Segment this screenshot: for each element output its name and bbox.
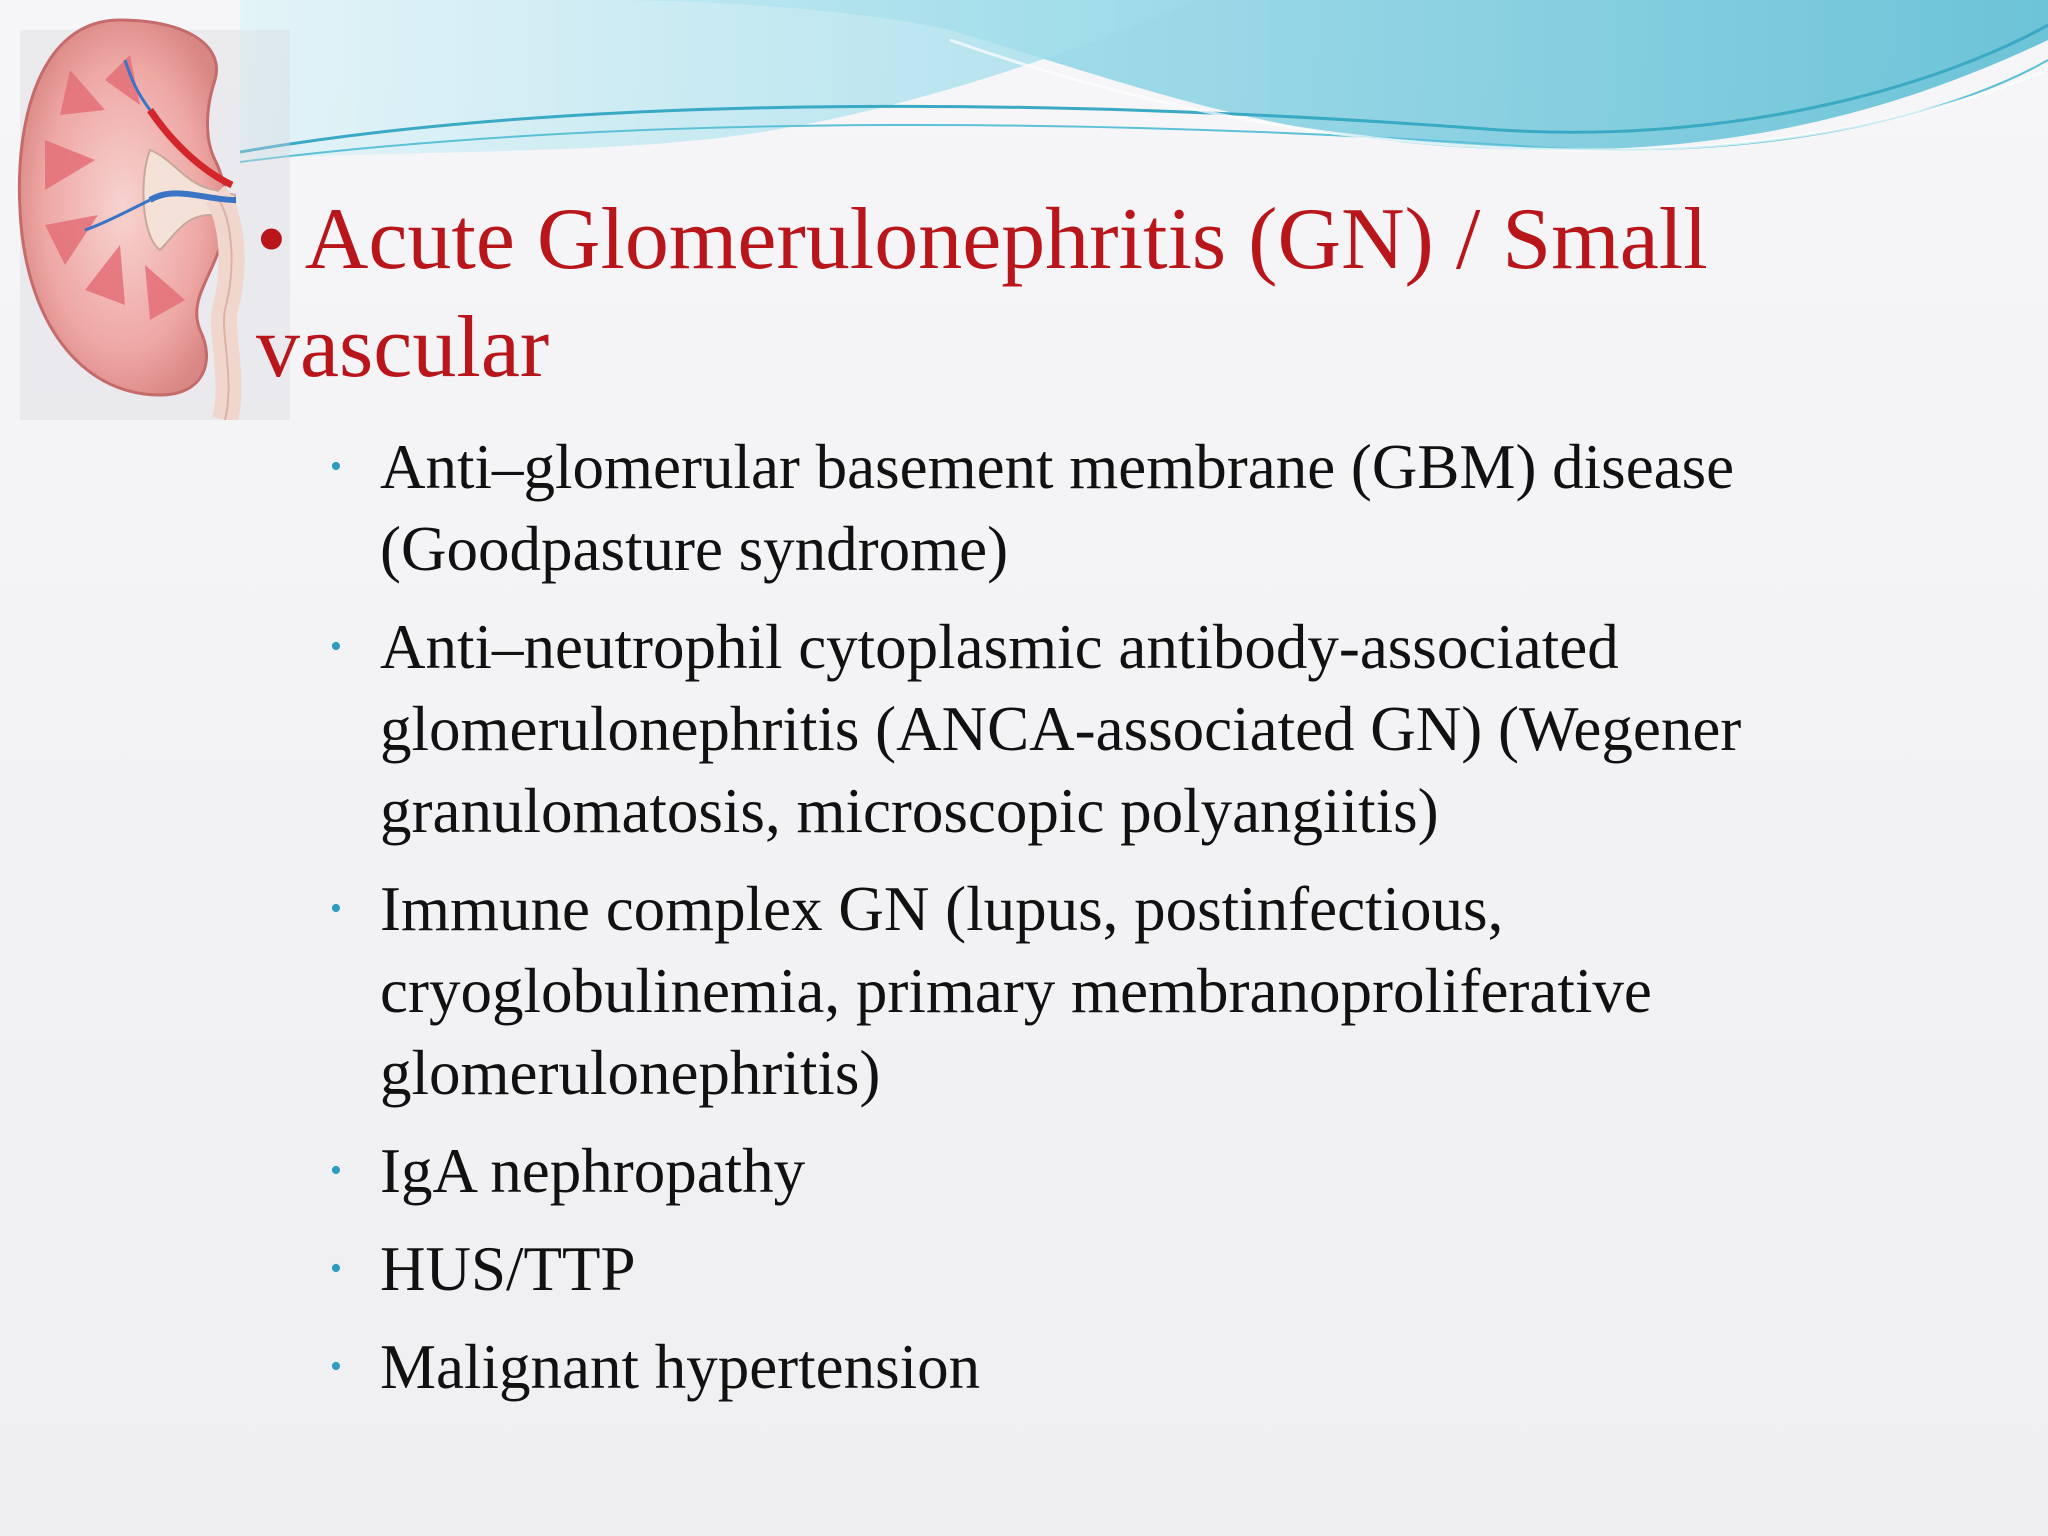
bullet-icon: •	[330, 628, 342, 665]
slide-title	[256, 186, 1976, 402]
title-bullet: •	[256, 191, 287, 288]
list-item-text: Anti–neutrophil cytoplasmic antibody-associated glomerulonephritis (ANCA-associated GN) (Wegener granulomatosis, microscopic polyangiitis)	[380, 612, 1742, 846]
wave-shape-light	[240, 0, 1200, 160]
list-item	[330, 1130, 1950, 1212]
list-item	[330, 426, 1950, 590]
list-item-text: Malignant hypertension	[380, 1332, 981, 1402]
bullet-icon: •	[330, 448, 342, 485]
list-item-text: Immune complex GN (lupus, postinfectious, cryoglobulinemia, primary membranoproliferative glomerulonephritis)	[380, 874, 1652, 1108]
bullet-icon: •	[330, 1152, 342, 1189]
bullet-icon: •	[330, 1348, 342, 1385]
bullet-icon: •	[330, 1250, 342, 1287]
bullet-list	[330, 426, 1950, 1424]
list-item-text: Anti–glomerular basement membrane (GBM) disease (Goodpasture syndrome)	[380, 432, 1735, 584]
list-item	[330, 1228, 1950, 1310]
slide-title-text: Acute Glomerulonephritis (GN) / Small vascular	[256, 191, 1708, 396]
list-item	[330, 868, 1950, 1114]
list-item-text: HUS/TTP	[380, 1234, 636, 1304]
list-item	[330, 1326, 1950, 1408]
bullet-icon: •	[330, 890, 342, 927]
list-item	[330, 606, 1950, 852]
list-item-text: IgA nephropathy	[380, 1136, 806, 1206]
kidney-illustration	[0, 0, 300, 420]
